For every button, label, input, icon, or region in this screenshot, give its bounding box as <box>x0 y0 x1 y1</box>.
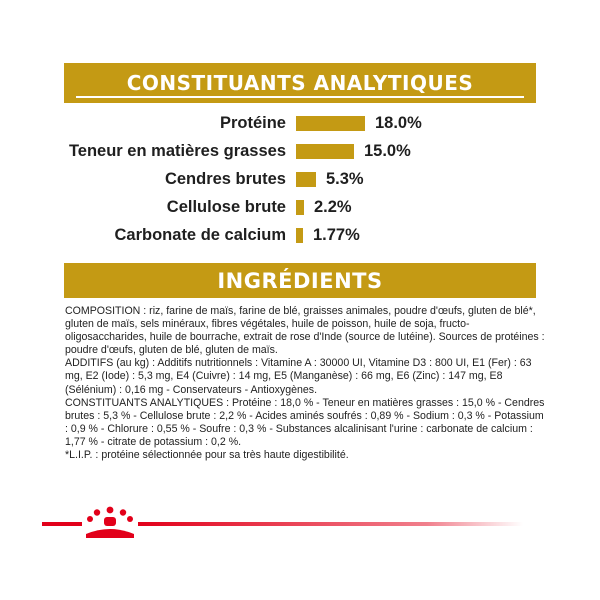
royal-crown-logo <box>86 507 134 538</box>
analytics-bar <box>296 200 304 215</box>
analytics-title: CONSTITUANTS ANALYTIQUES <box>126 71 474 95</box>
analytics-label: Protéine <box>219 114 286 132</box>
analytics-bar <box>296 116 365 131</box>
analytics-row-fat <box>0 138 600 164</box>
analytics-bar <box>296 172 316 187</box>
footer-line-right <box>138 522 523 526</box>
analytics-label: Cellulose brute <box>166 198 286 216</box>
composition-paragraph: COMPOSITION : riz, farine de maïs, farine de blé, graisses animales, poudre d'œufs, gluten de blé*, gluten de maïs, sels minéraux, fibres végétales, huile de poisson, huile de soja, fructo-oligosaccharides, huile de bourrache, extrait de rose d'Inde (source de lutéine). Sources de protéines : poudre d'œufs, gluten de blé, gluten de maïs. <box>65 305 545 357</box>
analytics-row-ash <box>0 166 600 192</box>
analytics-value: 5.3% <box>326 170 364 188</box>
ingredients-text <box>65 305 545 462</box>
analytics-list <box>0 0 600 260</box>
footer-line-left <box>42 522 82 526</box>
footer-graphic <box>0 506 600 540</box>
analytics-row-fiber <box>0 194 600 220</box>
analytics-bar <box>296 144 354 159</box>
additives-paragraph: ADDITIFS (au kg) : Additifs nutritionnels : Vitamine A : 30000 UI, Vitamine D3 : 800 UI, E1 (Fer) : 63 mg, E2 (Iode) : 5,3 mg, E4 (Cuivre) : 14 mg, E5 (Manganèse) : 66 mg, E6 (Zinc) : 147 mg, E8 (Sélénium) : 0,16 mg - Conservateurs - Antioxygènes. <box>65 357 532 396</box>
analytics-value: 2.2% <box>314 198 352 216</box>
analytics-value: 15.0% <box>364 142 411 160</box>
ingredients-banner <box>64 263 536 298</box>
analytics-row-calcium-carbonate <box>0 222 600 248</box>
analytics-label: Teneur en matières grasses <box>68 142 286 160</box>
analytics-bar <box>296 228 303 243</box>
analytical-constituents-paragraph: CONSTITUANTS ANALYTIQUES : Protéine : 18,0 % - Teneur en matières grasses : 15,0 % - Cendres brutes : 5,3 % - Cellulose brute : 2,2 % - Acides aminés soufrés : 0,89 % - Sodium : 0,3 % - Potassium : 0,9 % - Chlorure : 0,55 % - Soufre : 0,3 % - Substances alcalinisant l'urine : carbonate de calcium : 1,77 % - citrate de potassium : 0,2 %. <box>65 396 545 448</box>
analytics-value: 18.0% <box>375 114 422 132</box>
ingredients-title: INGRÉDIENTS <box>217 269 383 293</box>
analytics-label: Carbonate de calcium <box>114 226 286 244</box>
analytics-row-protein <box>0 110 600 136</box>
analytics-label: Cendres brutes <box>164 170 286 188</box>
analytics-value: 1.77% <box>313 226 360 244</box>
lip-note: *L.I.P. : protéine sélectionnée pour sa très haute digestibilité. <box>65 449 349 462</box>
footer <box>0 506 600 540</box>
